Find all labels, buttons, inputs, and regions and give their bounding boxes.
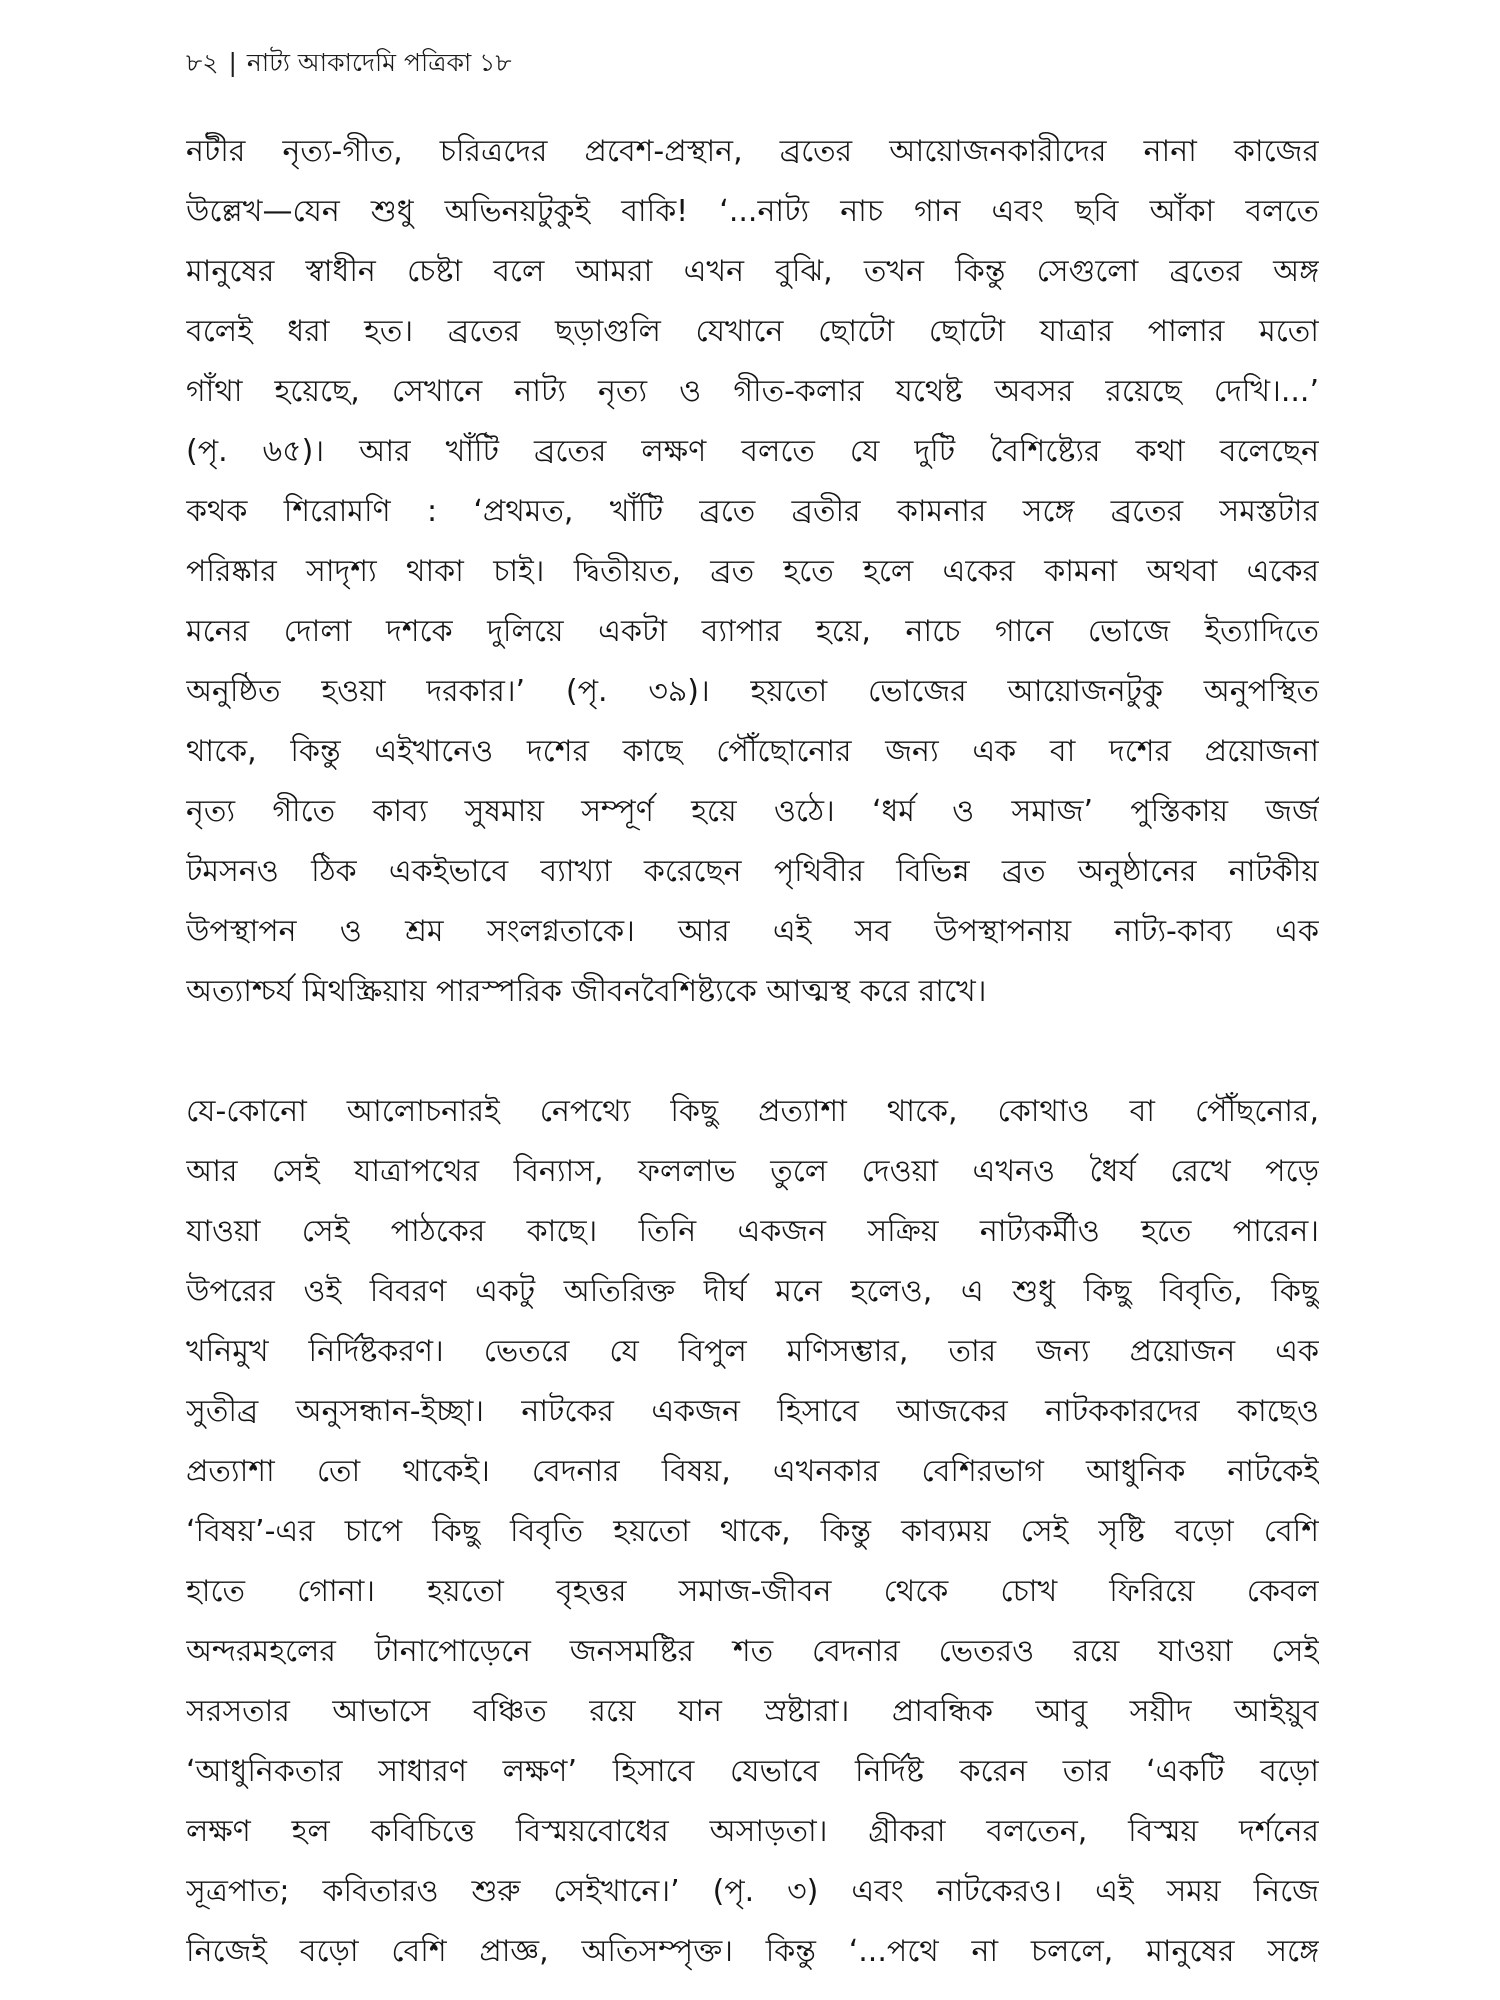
text-line: অন্দরমহলের টানাপোড়েনে জনসমষ্টির শত বেদনার ভেতরও রয়ে যাওয়া সেই xyxy=(186,1634,1319,1669)
text-line: নিজেই বড়ো বেশি প্রাজ্ঞ, অতিসম্পৃক্ত। কিন্তু ‘...পথে না চললে, মানুষের সঙ্গে xyxy=(186,1934,1319,1969)
running-head xyxy=(186,46,512,80)
text-line: টমসনও ঠিক একইভাবে ব্যাখ্যা করেছেন পৃথিবীর বিভিন্ন ব্রত অনুষ্ঠানের নাটকীয় xyxy=(186,854,1319,889)
page-number: ৮২ xyxy=(186,48,219,77)
text-line: উপস্থাপন ও শ্রম সংলগ্নতাকে। আর এই সব উপস্থাপনায় নাট্য-কাব্য এক xyxy=(186,914,1319,949)
text-line: প্রত্যাশা তো থাকেই। বেদনার বিষয়, এখনকার বেশিরভাগ আধুনিক নাটকেই xyxy=(186,1454,1319,1489)
text-line: সূত্রপাত; কবিতারও শুরু সেইখানে।’ (পৃ. ৩) এবং নাটকেরও। এই সময় নিজে xyxy=(186,1874,1319,1909)
text-line: (পৃ. ৬৫)। আর খাঁটি ব্রতের লক্ষণ বলতে যে দুটি বৈশিষ্ট্যের কথা বলেছেন xyxy=(186,434,1319,469)
text-line: আর সেই যাত্রাপথের বিন্যাস, ফললাভ তুলে দেওয়া এখনও ধৈর্য রেখে পড়ে xyxy=(186,1154,1319,1189)
text-line: সুতীব্র অনুসন্ধান-ইচ্ছা। নাটকের একজন হিসাবে আজকের নাটককারদের কাছেও xyxy=(186,1394,1319,1429)
text-line: সরসতার আভাসে বঞ্চিত রয়ে যান স্রষ্টারা। প্রাবন্ধিক আবু সয়ীদ আইয়ুব xyxy=(186,1694,1319,1729)
text-line: ‘বিষয়’-এর চাপে কিছু বিবৃতি হয়তো থাকে, কিন্তু কাব্যময় সেই সৃষ্টি বড়ো বেশি xyxy=(186,1514,1319,1549)
journal-title: নাট্য আকাদেমি পত্রিকা ১৮ xyxy=(246,48,512,77)
text-line: যাওয়া সেই পাঠকের কাছে। তিনি একজন সক্রিয় নাট্যকর্মীও হতে পারেন। xyxy=(186,1214,1319,1249)
text-line: হাতে গোনা। হয়তো বৃহত্তর সমাজ-জীবন থেকে চোখ ফিরিয়ে কেবল xyxy=(186,1574,1319,1609)
text-line: ‘আধুনিকতার সাধারণ লক্ষণ’ হিসাবে যেভাবে নির্দিষ্ট করেন তার ‘একটি বড়ো xyxy=(186,1754,1319,1789)
header-separator: | xyxy=(228,48,237,77)
text-line: অত্যাশ্চর্য মিথস্ক্রিয়ায় পারস্পরিক জীবনবৈশিষ্ট্যকে আত্মস্থ করে রাখে। xyxy=(186,974,987,1009)
text-line: নৃত্য গীতে কাব্য সুষমায় সম্পূর্ণ হয়ে ওঠে। ‘ধর্ম ও সমাজ’ পুস্তিকায় জর্জ xyxy=(186,794,1319,829)
text-line: অনুষ্ঠিত হওয়া দরকার।’ (পৃ. ৩৯)। হয়তো ভোজের আয়োজনটুকু অনুপস্থিত xyxy=(186,674,1319,709)
text-line: কথক শিরোমণি : ‘প্রথমত, খাঁটি ব্রতে ব্রতীর কামনার সঙ্গে ব্রতের সমস্তটার xyxy=(186,494,1319,529)
text-line: নটীর নৃত্য-গীত, চরিত্রদের প্রবেশ-প্রস্থান, ব্রতের আয়োজনকারীদের নানা কাজের xyxy=(186,134,1319,169)
text-line: খনিমুখ নির্দিষ্টকরণ। ভেতরে যে বিপুল মণিসম্ভার, তার জন্য প্রয়োজন এক xyxy=(186,1334,1319,1369)
text-line: উল্লেখ—যেন শুধু অভিনয়টুকুই বাকি! ‘...নাট্য নাচ গান এবং ছবি আঁকা বলতে xyxy=(186,194,1319,229)
text-line: থাকে, কিন্তু এইখানেও দশের কাছে পৌঁছোনোর জন্য এক বা দশের প্রয়োজনা xyxy=(186,734,1319,769)
paragraph-2 xyxy=(186,1082,1319,1982)
text-line: যে-কোনো আলোচনারই নেপথ্যে কিছু প্রত্যাশা থাকে, কোথাও বা পৌঁছনোর, xyxy=(186,1094,1319,1129)
text-line: বলেই ধরা হত। ব্রতের ছড়াগুলি যেখানে ছোটো ছোটো যাত্রার পালার মতো xyxy=(186,314,1319,349)
text-line: মানুষের স্বাধীন চেষ্টা বলে আমরা এখন বুঝি, তখন কিন্তু সেগুলো ব্রতের অঙ্গ xyxy=(186,254,1319,289)
text-line: গাঁথা হয়েছে, সেখানে নাট্য নৃত্য ও গীত-কলার যথেষ্ট অবসর রয়েছে দেখি।...’ xyxy=(186,374,1319,409)
text-line: উপরের ওই বিবরণ একটু অতিরিক্ত দীর্ঘ মনে হলেও, এ শুধু কিছু বিবৃতি, কিছু xyxy=(186,1274,1319,1309)
paragraph-1 xyxy=(186,122,1319,1022)
text-line: লক্ষণ হল কবিচিত্তে বিস্ময়বোধের অসাড়তা। গ্রীকরা বলতেন, বিস্ময় দর্শনের xyxy=(186,1814,1319,1849)
text-line: পরিষ্কার সাদৃশ্য থাকা চাই। দ্বিতীয়ত, ব্রত হতে হলে একের কামনা অথবা একের xyxy=(186,554,1319,589)
text-line: মনের দোলা দশকে দুলিয়ে একটা ব্যাপার হয়ে, নাচে গানে ভোজে ইত্যাদিতে xyxy=(186,614,1319,649)
